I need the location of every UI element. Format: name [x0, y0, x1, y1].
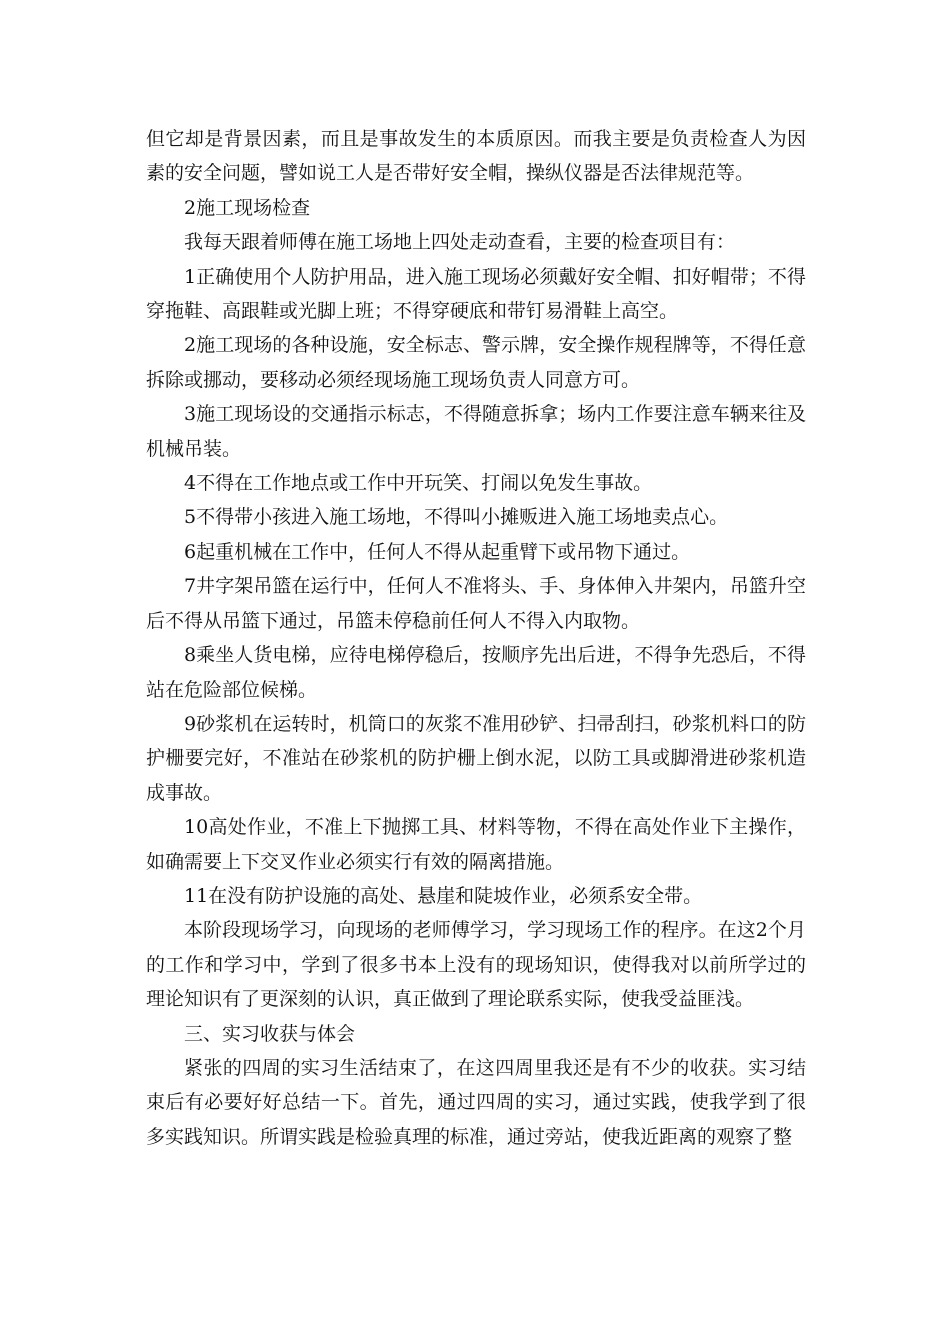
list-item: 2施工现场的各种设施，安全标志、警示牌，安全操作规程牌等，不得任意拆除或挪动，要移动必须经现场施工现场负责人同意方可。 — [146, 334, 806, 391]
list-item: 7井字架吊篮在运行中，任何人不准将头、手、身体伸入井架内，吊篮升空后不得从吊篮下通过，吊篮未停稳前任何人不得入内取物。 — [146, 575, 806, 632]
list-item: 8乘坐人货电梯，应待电梯停稳后，按顺序先出后进，不得争先恐后，不得站在危险部位候梯。 — [146, 644, 806, 701]
section-heading: 三、实习收获与体会 — [184, 1022, 356, 1045]
list-item: 9砂浆机在运转时，机筒口的灰浆不准用砂铲、扫帚刮扫，砂浆机料口的防护栅要完好，不准站在砂浆机的防护栅上倒水泥，以防工具或脚滑进砂浆机造成事故。 — [146, 712, 806, 804]
paragraph: 紧张的四周的实习生活结束了，在这四周里我还是有不少的收获。实习结束后有必要好好总结一下。首先，通过四周的实习，通过实践，使我学到了很多实践知识。所谓实践是检验真理的标准，通过旁站，使我近距离的观察了整 — [146, 1056, 806, 1148]
paragraph: 我每天跟着师傅在施工场地上四处走动查看，主要的检查项目有： — [184, 231, 736, 254]
list-item: 10高处作业，不准上下抛掷工具、材料等物，不得在高处作业下主操作，如确需要上下交叉作业必须实行有效的隔离措施。 — [146, 816, 806, 873]
list-item: 3施工现场设的交通指示标志，不得随意拆拿；场内工作要注意车辆来往及机械吊装。 — [146, 403, 806, 460]
list-item: 1正确使用个人防护用品，进入施工现场必须戴好安全帽、扣好帽带；不得穿拖鞋、高跟鞋或光脚上班；不得穿硬底和带钉易滑鞋上高空。 — [146, 265, 806, 323]
list-item: 6起重机械在工作中，任何人不得从起重臂下或吊物下通过。 — [184, 540, 691, 563]
list-item: 11在没有防护设施的高处、悬崖和陡坡作业，必须系安全带。 — [184, 884, 703, 907]
list-item: 4不得在工作地点或工作中开玩笑、打闹以免发生事故。 — [184, 472, 653, 495]
section-heading: 2施工现场检查 — [184, 196, 311, 219]
paragraph: 本阶段现场学习，向现场的老师傅学习，学习现场工作的程序。在这2个月的工作和学习中，学到了很多书本上没有的现场知识，使得我对以前所学过的理论知识有了更深刻的认识，真正做到了理论联系实际，使我受益匪浅。 — [146, 919, 806, 1011]
paragraph: 但它却是背景因素，而且是事故发生的本质原因。而我主要是负责检查人为因素的安全问题，譬如说工人是否带好安全帽，操纵仪器是否法律规范等。 — [146, 128, 806, 185]
list-item: 5不得带小孩进入施工场地，不得叫小摊贩进入施工场地卖点心。 — [184, 506, 729, 529]
document-body — [146, 122, 806, 1154]
